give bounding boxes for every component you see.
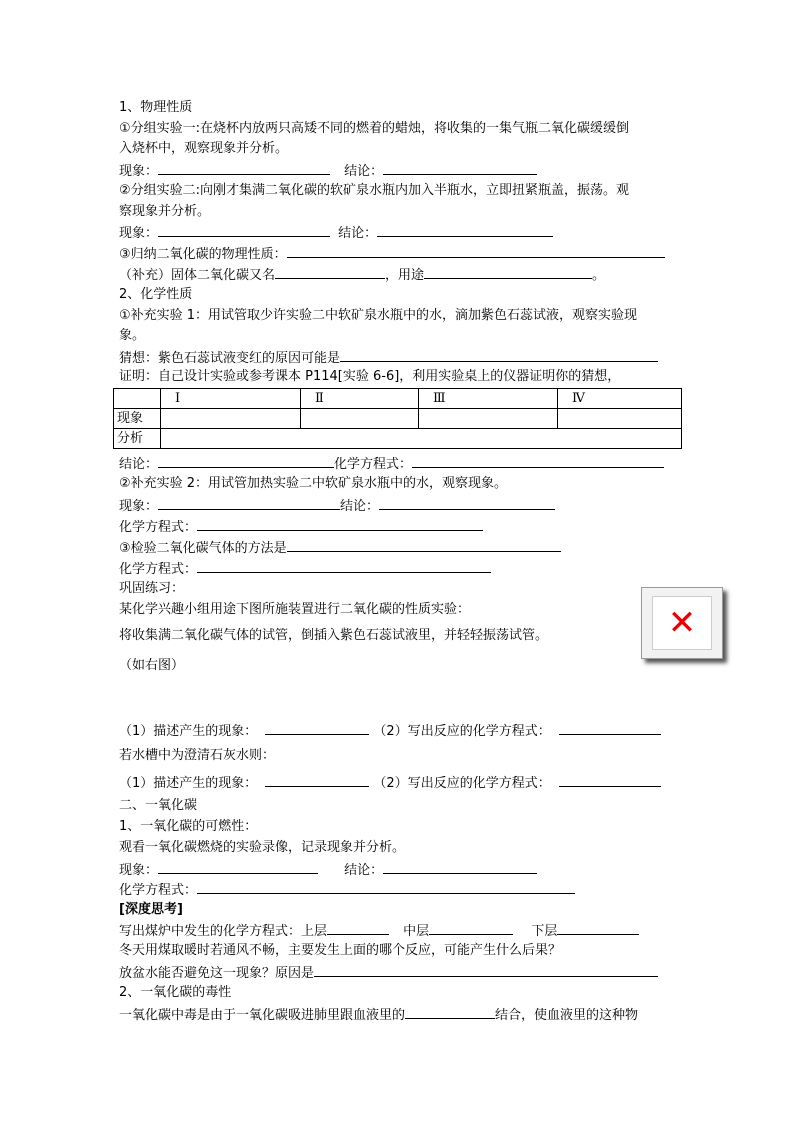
poison-label: 一氧化碳中毒是由于一氧化碳吸进肺里跟血液里的 xyxy=(119,1008,406,1023)
dry-ice-use-label: ，用途 xyxy=(385,268,425,283)
equation-blank[interactable] xyxy=(197,559,491,573)
dry-ice-name-blank[interactable] xyxy=(275,265,385,279)
supplement2-equation-row xyxy=(119,517,483,537)
co-flammability-title: 1、一氧化碳的可燃性： xyxy=(119,819,258,834)
figure-reference: （如右图） xyxy=(119,658,185,673)
observation-label: 现象： xyxy=(119,499,159,514)
table-header-cell: Ⅳ xyxy=(558,389,682,409)
guess-blank[interactable] xyxy=(340,348,658,362)
experiment2-line1: ②分组实验二:向刚才集满二氧化碳的软矿泉水瓶内加入半瓶水，立即扭紧瓶盖，振荡。观 xyxy=(119,183,630,198)
conclusion-label: 结论： xyxy=(338,226,378,241)
table-row xyxy=(114,409,682,429)
coal-upper-blank[interactable] xyxy=(327,921,389,935)
conclusion-label: 结论： xyxy=(344,164,384,179)
conclusion-blank[interactable] xyxy=(158,454,334,468)
test-equation-row xyxy=(119,559,491,579)
question-describe-blank[interactable] xyxy=(265,773,369,787)
conclusion-label: 结论： xyxy=(344,863,384,878)
deep-thinking-heading: [深度思考] xyxy=(119,902,183,917)
table-corner-cell xyxy=(114,389,161,409)
test-method-label: ③检验二氧化碳气体的方法是 xyxy=(119,541,287,556)
section-co-title: 二、一氧化碳 xyxy=(119,798,198,813)
question-equation-label: （2）写出反应的化学方程式： xyxy=(373,776,551,791)
practice-step: 将收集满二氧化碳气体的试管，倒插入紫色石蕊试液里，并轻轻振荡试管。 xyxy=(119,628,549,643)
conclusion-blank[interactable] xyxy=(377,223,553,237)
equation-blank[interactable] xyxy=(197,517,483,531)
conclusion-label: 结论： xyxy=(340,499,380,514)
equation-label: 化学方程式： xyxy=(119,520,198,535)
table-header-cell: Ⅱ xyxy=(301,389,419,409)
table-header-cell: Ⅲ xyxy=(419,389,558,409)
prove-line: 证明：自己设计实验或参考课本 P114[实验 6-6]，利用实验桌上的仪器证明你的猜想， xyxy=(119,369,621,384)
coal-lower-blank[interactable] xyxy=(557,921,639,935)
basin-question-row xyxy=(119,963,658,983)
equation-label: 化学方程式： xyxy=(119,562,198,577)
table-cell[interactable] xyxy=(161,409,301,429)
broken-image-icon: ✕ xyxy=(652,596,712,650)
basin-blank[interactable] xyxy=(314,963,658,977)
co-toxicity-title: 2、一氧化碳的毒性 xyxy=(119,985,232,1000)
table-cell[interactable] xyxy=(301,409,419,429)
section-physical-title: 1、物理性质 xyxy=(119,100,193,115)
section-chemical-title: 2、化学性质 xyxy=(119,287,193,302)
table-header-row xyxy=(114,389,682,409)
table-conclusion-row xyxy=(119,454,664,474)
conclusion-blank[interactable] xyxy=(379,496,555,510)
table-cell[interactable] xyxy=(558,409,682,429)
co-poison-row xyxy=(119,1005,638,1025)
practice-question-row2 xyxy=(119,773,661,793)
supplement1-line1: ①补充实验 1：用试管取少许实验二中软矿泉水瓶中的水，滴加紫色石蕊试液，观察实验现 xyxy=(119,308,638,323)
practice-title: 巩固练习： xyxy=(119,581,185,596)
dry-ice-row xyxy=(119,265,605,285)
poison-tail: 结合，使血液里的这种物 xyxy=(495,1008,639,1023)
supplement2-line: ②补充实验 2：用试管加热实验二中软矿泉水瓶中的水，观察现象。 xyxy=(119,476,508,491)
co-equation-row xyxy=(119,880,575,900)
limewater-condition: 若水槽中为澄清石灰水则： xyxy=(119,748,276,763)
summary-label: ③归纳二氧化碳的物理性质： xyxy=(119,247,287,262)
guess-label: 猜想：紫色石蕊试液变红的原因可能是 xyxy=(119,351,341,366)
table-row xyxy=(114,429,682,449)
table-cell[interactable] xyxy=(161,429,682,449)
conclusion-label: 结论： xyxy=(119,457,159,472)
test-method-row xyxy=(119,538,561,558)
observation-blank[interactable] xyxy=(158,496,340,510)
broken-image-placeholder xyxy=(641,587,723,659)
observation-label: 现象： xyxy=(119,226,159,241)
table-row-label: 现象 xyxy=(114,409,161,429)
conclusion-blank[interactable] xyxy=(383,161,537,175)
physical-summary-row xyxy=(119,244,665,264)
table-row-label: 分析 xyxy=(114,429,161,449)
question-equation-blank[interactable] xyxy=(559,773,661,787)
dry-ice-use-blank[interactable] xyxy=(424,265,592,279)
experiment2-line2: 察现象并分析。 xyxy=(119,204,211,219)
equation-label: 化学方程式： xyxy=(119,883,198,898)
observation-label: 现象： xyxy=(119,164,159,179)
dry-ice-label: （补充）固体二氧化碳又名 xyxy=(119,268,276,283)
practice-intro: 某化学兴趣小组用途下图所施装置进行二氧化碳的性质实验： xyxy=(119,602,471,617)
equation-blank[interactable] xyxy=(412,454,664,468)
experiment-table xyxy=(113,388,682,449)
coal-lower-label: 下层 xyxy=(531,924,558,939)
table-header-cell: Ⅰ xyxy=(161,389,301,409)
observation-label: 现象： xyxy=(119,863,159,878)
supplement2-result-row xyxy=(119,496,555,516)
observation-blank[interactable] xyxy=(158,860,318,874)
observation-blank[interactable] xyxy=(158,161,330,175)
winter-heating-question: 冬天用煤取暖时若通风不畅，主要发生上面的哪个反应，可能产生什么后果？ xyxy=(119,943,562,958)
conclusion-blank[interactable] xyxy=(383,860,537,874)
question-equation-label: （2）写出反应的化学方程式： xyxy=(373,724,551,739)
basin-label: 放盆水能否避免这一现象？原因是 xyxy=(119,966,315,981)
guess-row xyxy=(119,348,658,368)
question-describe-label: （1）描述产生的现象： xyxy=(119,776,258,791)
coal-upper-label: 写出煤炉中发生的化学方程式：上层 xyxy=(119,924,328,939)
experiment1-line1: ①分组实验一:在烧杯内放两只高矮不同的燃着的蜡烛，将收集的一集气瓶二氧化碳缓缓倒 xyxy=(119,121,630,136)
table-cell[interactable] xyxy=(419,409,558,429)
summary-blank[interactable] xyxy=(287,244,665,258)
test-method-blank[interactable] xyxy=(287,538,561,552)
coal-stove-row xyxy=(119,921,639,941)
period: 。 xyxy=(592,268,606,283)
experiment1-result-row xyxy=(119,161,537,181)
co-result-row xyxy=(119,860,537,880)
supplement1-line2: 象。 xyxy=(119,328,146,343)
experiment2-result-row xyxy=(119,223,553,243)
poison-blank[interactable] xyxy=(405,1005,495,1019)
question-describe-label: （1）描述产生的现象： xyxy=(119,724,258,739)
equation-label: 化学方程式： xyxy=(334,457,413,472)
practice-question-row1 xyxy=(119,721,661,741)
question-describe-blank[interactable] xyxy=(265,721,369,735)
equation-blank[interactable] xyxy=(197,880,575,894)
observation-blank[interactable] xyxy=(158,223,330,237)
question-equation-blank[interactable] xyxy=(559,721,661,735)
coal-middle-label: 中层 xyxy=(403,924,430,939)
coal-middle-blank[interactable] xyxy=(429,921,513,935)
experiment1-line2: 入烧杯中，观察现象并分析。 xyxy=(119,141,289,156)
co-video-line: 观看一氧化碳燃烧的实验录像，记录现象并分析。 xyxy=(119,840,406,855)
